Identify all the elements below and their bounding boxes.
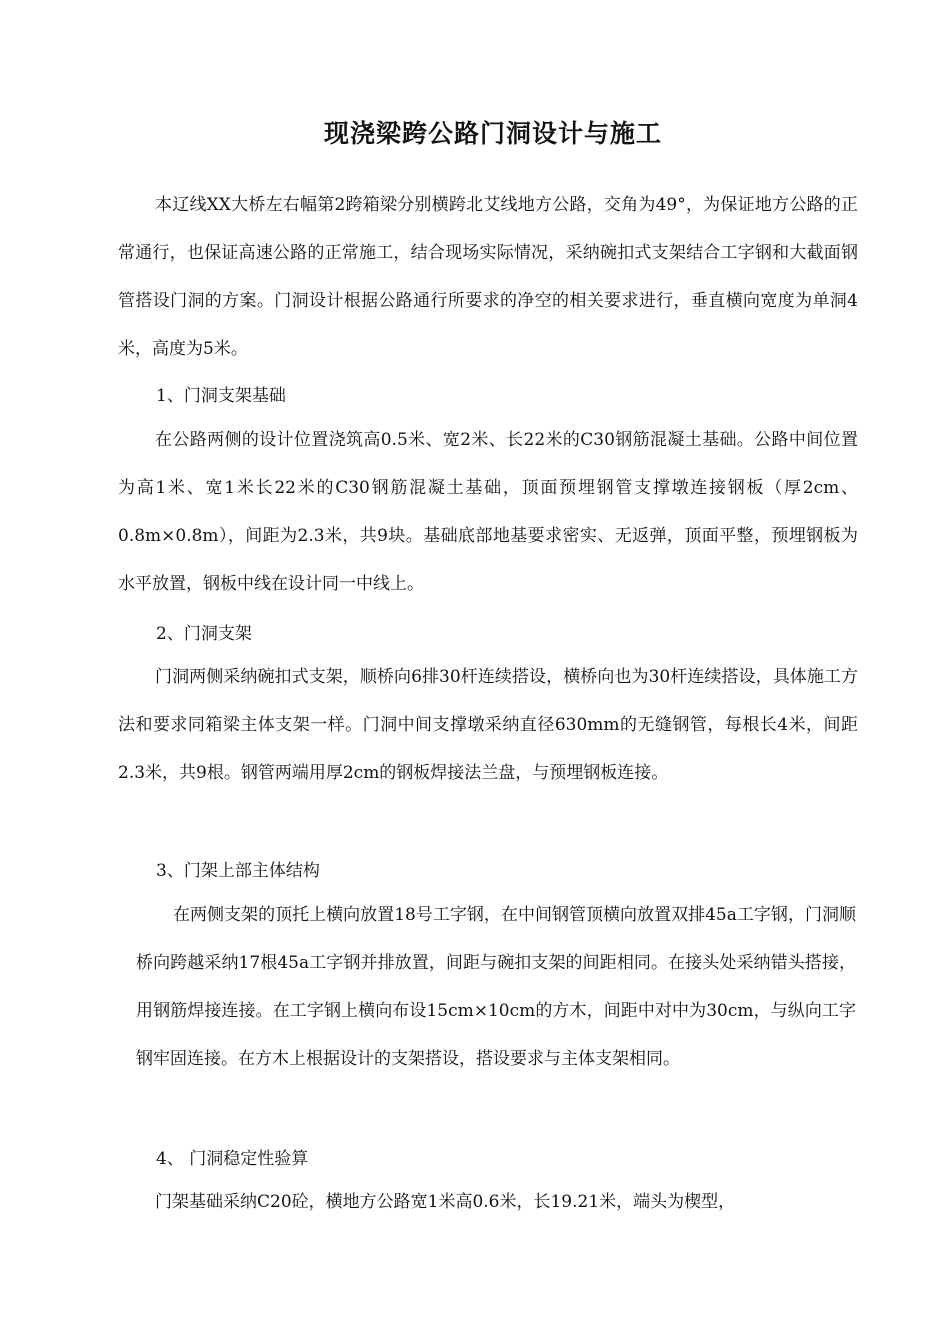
intro-paragraph: 本辽线XX大桥左右幅第2跨箱梁分别横跨北艾线地方公路，交角为49°，为保证地方公路的正常通行，也保证高速公路的正常施工，结合现场实际情况，采纳碗扣式支架结合工字钢和大截面钢管搭设门洞的方案。门洞设计根据公路通行所要求的净空的相关要求进行，垂直横向宽度为单洞4米，高度为5米。 xyxy=(118,195,858,359)
section-heading-2: 2、门洞支架 xyxy=(156,624,252,644)
section-paragraph-3: 在两侧支架的顶托上横向放置18号工字钢，在中间钢管顶横向放置双排45a工字钢，门洞顺桥向跨越采纳17根45a工字钢并排放置，间距与碗扣支架的间距相同。在接头处采纳错头搭接，用钢筋焊接连接。在工字钢上横向布设15cm×10cm的方木，间距中对中为30cm，与纵向工字钢牢固连接。在方木上根据设计的支架搭设，搭设要求与主体支架相同。 xyxy=(136,905,856,1069)
section-paragraph-4: 门架基础采纳C20砼，横地方公路宽1米高0.6米，长19.21米，端头为楔型， xyxy=(155,1192,736,1212)
section-paragraph-2: 门洞两侧采纳碗扣式支架，顺桥向6排30杆连续搭设，横桥向也为30杆连续搭设，具体施工方法和要求同箱梁主体支架一样。门洞中间支撑墩采纳直径630mm的无缝钢管，每根长4米，间距2.3米，共9根。钢管两端用厚2cm的钢板焊接法兰盘，与预埋钢板连接。 xyxy=(118,667,858,783)
section-heading-1: 1、门洞支架基础 xyxy=(156,386,286,406)
document-title: 现浇梁跨公路门洞设计与施工 xyxy=(323,119,662,148)
section-heading-3: 3、门架上部主体结构 xyxy=(156,861,320,881)
section-heading-4: 4、 门洞稳定性验算 xyxy=(156,1149,309,1169)
section-paragraph-1: 在公路两侧的设计位置浇筑高0.5米、宽2米、长22米的C30钢筋混凝土基础。公路中间位置为高1米、宽1米长22米的C30钢筋混凝土基础，顶面预埋钢管支撑墩连接钢板（厚2cm、0.8m×0.8m），间距为2.3米，共9块。基础底部地基要求密实、无返弹，顶面平整，预埋钢板为水平放置，钢板中线在设计同一中线上。 xyxy=(118,430,858,594)
